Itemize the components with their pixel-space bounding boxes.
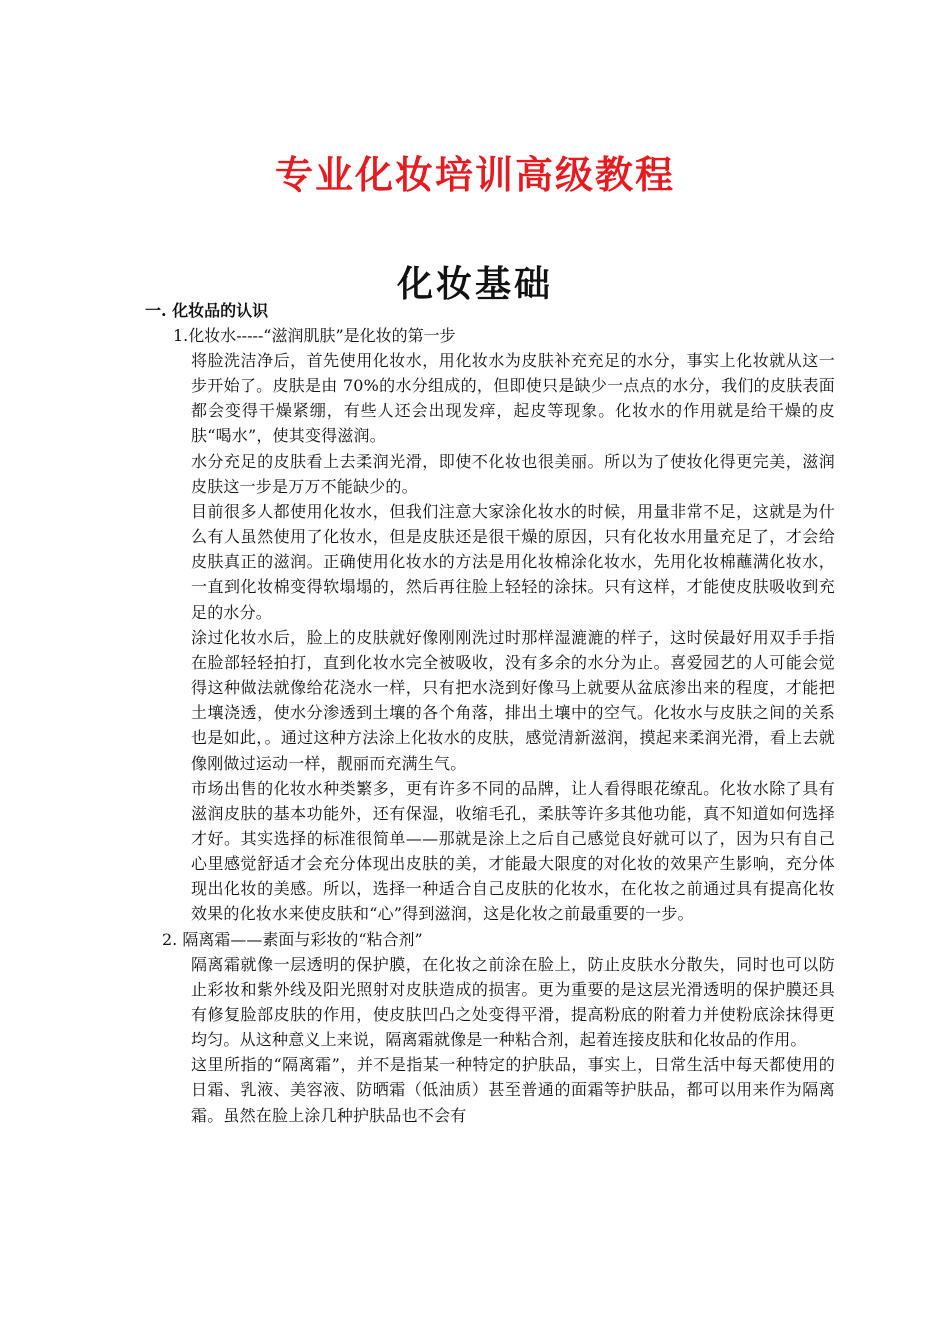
item-heading-primer: 2. 隔离霜——素面与彩妆的“粘合剂”	[162, 929, 423, 949]
paragraph: 水分充足的皮肤看上去柔润光滑，即使不化妆也很美丽。所以为了使妆化得更完美，滋润皮肤这一步是万万不能缺少的。	[191, 451, 835, 496]
item-heading-toner: 1.化妆水-----“滋润肌肤”是化妆的第一步	[173, 326, 456, 345]
paragraph: 涂过化妆水后，脸上的皮肤就好像刚刚洗过时那样湿漉漉的样子，这时侯最好用双手手指在脸部轻轻拍打，直到化妆水完全被吸收，没有多余的水分为止。喜爱园艺的人可能会觉得这种做法就像给花浇水一样，只有把水浇到好像马上就要从盆底渗出来的程度，才能把土壤浇透，使水分渗透到土壤的各个角落，排出土壤中的空气。化妆水与皮肤之间的关系也是如此，。通过这种方法涂上化妆水的皮肤，感觉清新滋润，摸起来柔润光滑，看上去就像刚做过运动一样，靓丽而充满生气。	[191, 627, 835, 773]
paragraph: 目前很多人都使用化妆水，但我们注意大家涂化妆水的时候，用量非常不足，这就是为什么有人虽然使用了化妆水，但是皮肤还是很干燥的原因，只有化妆水用量充足了，才会给皮肤真正的滋润。正确使用化妆水的方法是用化妆棉涂化妆水，先用化妆棉蘸满化妆水，一直到化妆棉变得软塌塌的，然后再往脸上轻轻的涂抹。只有这样，才能使皮肤吸收到充足的水分。	[191, 501, 835, 622]
paragraph: 将脸洗洁净后，首先使用化妆水，用化妆水为皮肤补充充足的水分，事实上化妆就从这一步开始了。皮肤是由 70%的水分组成的，但即使只是缺少一点点的水分，我们的皮肤表面都会变得干燥紧绷，有些人还会出现发痒，起皮等现象。化妆水的作用就是给干燥的皮肤“喝水”，使其变得滋润。	[191, 351, 835, 446]
sub-title: 化妆基础	[396, 262, 553, 305]
paragraph: 隔离霜就像一层透明的保护膜，在化妆之前涂在脸上，防止皮肤水分散失，同时也可以防止彩妆和紫外线及阳光照射对皮肤造成的损害。更为重要的是这层光滑透明的保护膜还具有修复脸部皮肤的作用，使皮肤凹凸之处变得平滑，提高粉底的附着力并使粉底涂抹得更均匀。从这种意义上来说，隔离霜就像是一种粘合剂，起着连接皮肤和化妆品的作用。	[191, 954, 835, 1050]
paragraph: 市场出售的化妆水种类繁多，更有许多不同的品牌，让人看得眼花缭乱。化妆水除了具有滋润皮肤的基本功能外，还有保湿，收缩毛孔，柔肤等许多其他功能，真不知道如何选择才好。其实选择的标准很简单——那就是涂上之后自己感觉良好就可以了，因为只有自己心里感觉舒适才会充分体现出皮肤的美，才能最大限度的对化妆的效果产生影响，充分体现出化妆的美感。所以，选择一种适合自己皮肤的化妆水，在化妆之前通过具有提高化妆效果的化妆水来使皮肤和“心”得到滋润，这是化妆之前最重要的一步。	[191, 778, 835, 924]
section-heading: 一. 化妆品的认识	[145, 301, 269, 320]
paragraph: 这里所指的“隔离霜”，并不是指某一种特定的护肤品，事实上，日常生活中每天都使用的日霜、乳液、美容液、防晒霜（低油质）甚至普通的面霜等护肤品，都可以用来作为隔离霜。虽然在脸上涂几种护肤品也不会有	[191, 1055, 835, 1125]
document-body	[145, 298, 835, 1128]
main-title: 专业化妆培训高级教程	[274, 152, 675, 198]
